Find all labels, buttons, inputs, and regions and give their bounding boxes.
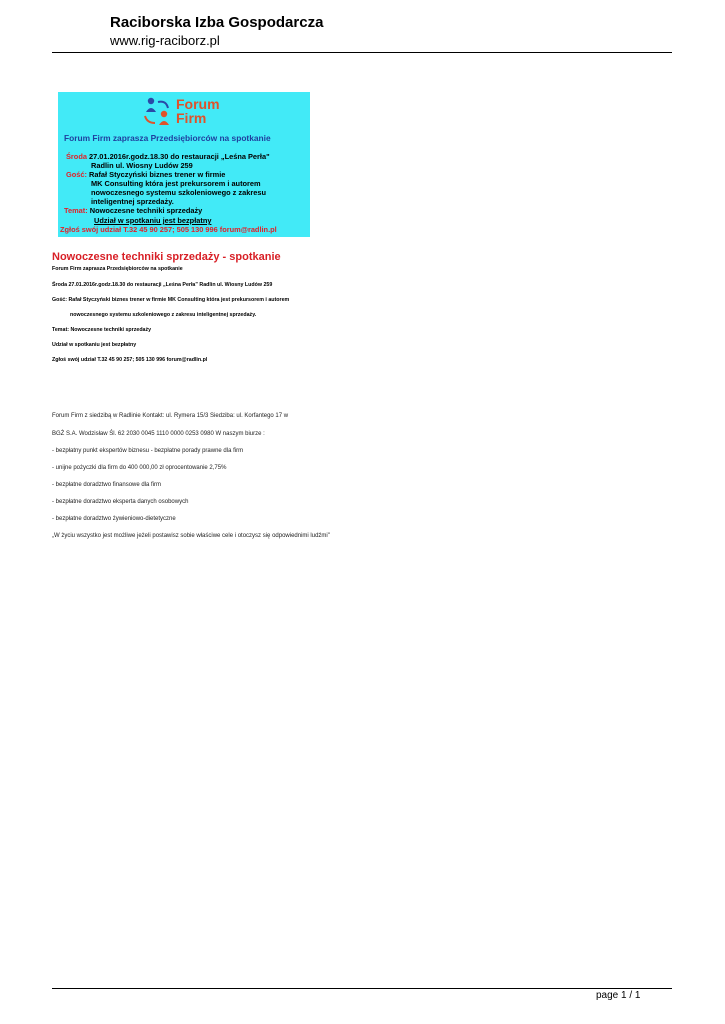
- banner-day-row: [66, 152, 270, 161]
- banner-day-text: 27.01.2016r.godz.18.30 do restauracji „Leśna Perła": [89, 152, 270, 161]
- banner-guest-label: Gość:: [66, 170, 87, 179]
- article-line: Temat: Nowoczesne techniki sprzedaży: [52, 327, 152, 333]
- banner-guest-line3: nowoczesnego systemu szkoleniowego z zakresu: [91, 188, 266, 197]
- banner-guest-row: [66, 170, 225, 179]
- site-url[interactable]: www.rig-raciborz.pl: [110, 33, 220, 48]
- banner-guest-line4: inteligentnej sprzedaży.: [91, 197, 174, 206]
- logo-text-firm: Firm: [176, 110, 207, 126]
- article-line: nowoczesnego systemu szkoleniowego z zakresu inteligentnej sprzedaży.: [70, 312, 257, 318]
- forum-firm-logo-icon: [142, 96, 176, 126]
- article-title: Nowoczesne techniki sprzedaży - spotkanie: [52, 251, 281, 263]
- body-paragraph: - bezpłatne doradztwo żywieniowo-dietetyczne: [52, 516, 176, 522]
- banner-topic-text: Nowoczesne techniki sprzedaży: [89, 206, 203, 215]
- banner-guest-line1: Rafał Styczyński biznes trener w firmie: [89, 170, 226, 179]
- banner-free-note: Udział w spotkaniu jest bezpłatny: [94, 216, 212, 225]
- quote-paragraph: „W życiu wszystko jest możliwe jeżeli postawisz sobie właściwe cele i otoczysz się odpowiednimi ludźmi": [52, 533, 330, 539]
- banner-contact: Zgłoś swój udział T.32 45 90 257; 505 130 996 forum@radlin.pl: [60, 225, 277, 234]
- body-paragraph: - bezpłatne doradztwo finansowe dla firm: [52, 482, 162, 488]
- header-divider: [52, 52, 672, 53]
- page-number: page 1 / 1: [596, 990, 641, 1001]
- event-banner-image: [58, 92, 310, 237]
- banner-topic-label: Temat:: [64, 206, 88, 215]
- site-title: Raciborska Izba Gospodarcza: [110, 14, 324, 31]
- article-line: Udział w spotkaniu jest bezpłatny: [52, 342, 137, 348]
- article-line: Zgłoś swój udział T.32 45 90 257; 505 130 996 forum@radlin.pl: [52, 357, 208, 363]
- banner-day-label: Środa: [66, 152, 87, 161]
- body-paragraph: Forum Firm z siedzibą w Radlinie Kontakt: ul. Rymera 15/3 Siedziba: ul. Korfantego 17 w: [52, 413, 289, 419]
- body-paragraph: - bezpłatne doradztwo eksperta danych osobowych: [52, 499, 189, 505]
- banner-address: Radlin ul. Wiosny Ludów 259: [91, 161, 193, 170]
- logo-text-forum: Forum: [176, 96, 220, 112]
- article-line: Środa 27.01.2016r.godz.18.30 do restauracji „Leśna Perła" Radlin ul. Wiosny Ludów 259: [52, 282, 273, 288]
- footer-divider: [52, 988, 672, 989]
- banner-headline: Forum Firm zaprasza Przedsiębiorców na spotkanie: [64, 133, 271, 143]
- banner-guest-line2: MK Consulting która jest prekursorem i autorem: [91, 179, 261, 188]
- body-paragraph: - bezpłatny punkt ekspertów biznesu - bezpłatne porady prawne dla firm: [52, 448, 244, 454]
- article-line: Forum Firm zaprasza Przedsiębiorców na spotkanie: [52, 266, 183, 272]
- article-line: Gość: Rafał Styczyński biznes trener w firmie MK Consulting która jest prekursorem i autorem: [52, 297, 290, 303]
- banner-topic-row: [64, 206, 202, 215]
- body-paragraph: BGŻ S.A. Wodzisław Śl. 62 2030 0045 1110 0000 0253 0980 W naszym biurze :: [52, 431, 265, 437]
- body-paragraph: - unijne pożyczki dla firm do 400 000,00 zł oprocentowanie 2,75%: [52, 465, 227, 471]
